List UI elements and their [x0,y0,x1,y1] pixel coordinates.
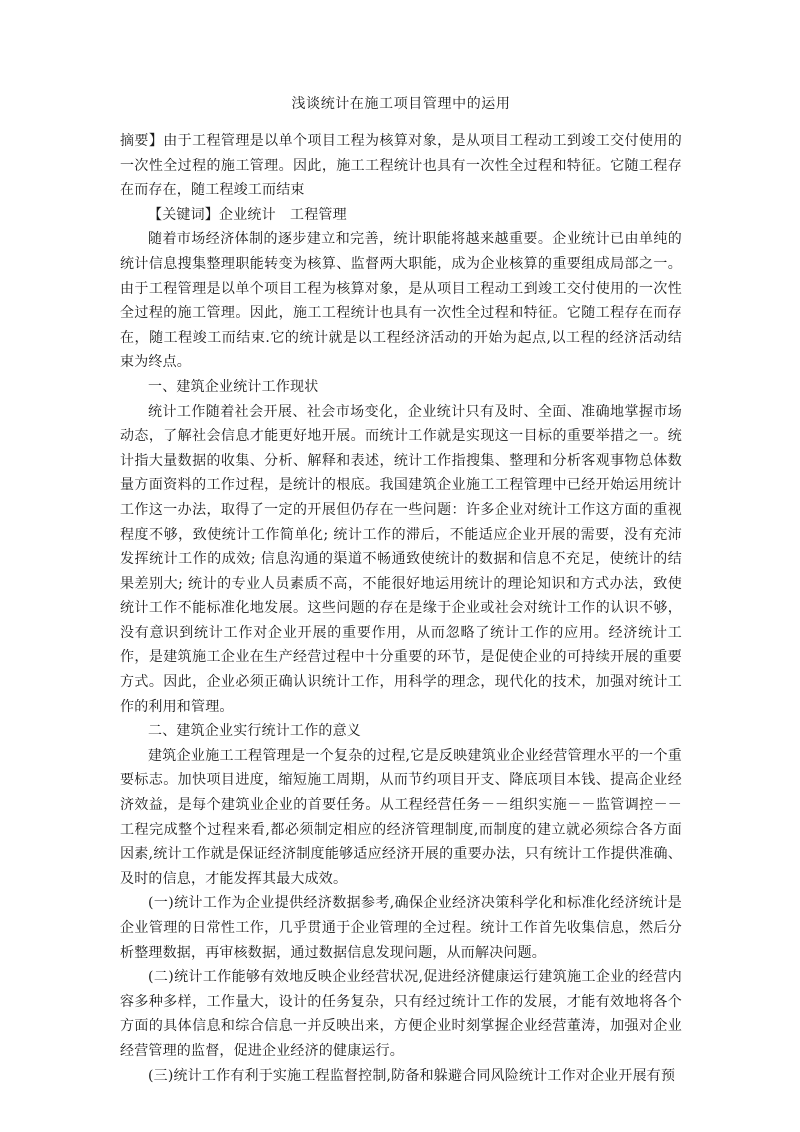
section-2-paragraph: 建筑企业施工工程管理是一个复杂的过程,它是反映建筑业企业经营管理水平的一个重要标志。加快项目进度，缩短施工周期，从而节约项目开支、降底项目本钱、提高企业经济效益，是每个建筑业企业的首要任务。从工程经营任务－－组织实施－－监管调控－－工程完成整个过程来看,都必须制定相应的经济管理制度,而制度的建立就必须综合各方面因素,统计工作就是保证经济制度能够适应经济开展的重要办法，只有统计工作提供准确、及时的信息，才能发挥其最大成效。 [120,747,682,887]
section-2-heading: 二、建筑企业实行统计工作的意义 [148,723,361,740]
keywords-line: 【关键词】企业统计 工程管理 [148,206,347,223]
point-2-paragraph: (二)统计工作能够有效地反映企业经营状况,促进经济健康运行建筑施工企业的经营内容多种多样，工作量大，设计的任务复杂，只有经过统计工作的发展，才能有效地将各个方面的具体信息和综合信息一并反映出来，方便企业时刻掌握企业经营董涛，加强对企业经营管理的监督，促进企业经济的健康运行。 [120,969,682,1059]
point-3-paragraph: (三)统计工作有利于实施工程监督控制,防备和躲避合同风险统计工作对企业开展有预 [148,1067,676,1084]
section-1-heading: 一、建筑企业统计工作现状 [148,378,319,395]
document-title: 浅谈统计在施工项目管理中的运用 [291,96,511,112]
point-1-paragraph: (一)统计工作为企业提供经济数据参考,确保企业经济决策科学化和标准化经济统计是企业管理的日常性工作，几乎贯通于企业管理的全过程。统计工作首先收集信息，然后分析整理数据，再审核数据，通过数据信息发现问题，从而解决问题。 [120,895,682,961]
section-1-paragraph: 统计工作随着社会开展、社会市场变化，企业统计只有及时、全面、准确地掌握市场动态，了解社会信息才能更好地开展。而统计工作就是实现这一目标的重要举措之一。统计指大量数据的收集、分析、解释和表述，统计工作指搜集、整理和分析客观事物总体数量方面资料的工作过程，是统计的根底。我国建筑企业施工工程管理中已经开始运用统计工作这一办法，取得了一定的开展但仍存在一些问题：许多企业对统计工作这方面的重视程度不够，致使统计工作简单化; 统计工作的滞后，不能适应企业开展的需要，没有充沛发挥统计工作的成效; 信息沟通的渠道不畅通致使统计的数据和信息不充足，使统计的结果差别大; 统计的专业人员素质不高，不能很好地运用统计的理论知识和方式办法，致使统计工作不能标准化地发展。这些问题的存在是缘于企业或社会对统计工作的认识不够，没有意识到统计工作对企业开展的重要作用，从而忽略了统计工作的应用。经济统计工作，是建筑施工企业在生产经营过程中十分重要的环节，是促使企业的可持续开展的重要方式。因此，企业必须正确认识统计工作，用科学的理念，现代化的技术，加强对统计工作的利用和管理。 [120,403,682,715]
abstract-paragraph: 摘要】由于工程管理是以单个项目工程为核算对象，是从项目工程动工到竣工交付使用的一次性全过程的施工管理。因此，施工工程统计也具有一次性全过程和特征。它随工程存在而存在，随工程竣工而结束 [120,133,682,199]
intro-paragraph: 随着市场经济体制的逐步建立和完善，统计职能将越来越重要。企业统计已由单纯的统计信息搜集整理职能转变为核算、监督两大职能，成为企业核算的重要组成局部之一。由于工程管理是以单个项目工程为核算对象，是从项目工程动工到竣工交付使用的一次性全过程的施工管理。因此，施工工程统计也具有一次性全过程和特征。它随工程存在而存在，随工程竣工而结束.它的统计就是以工程经济活动的开始为起点,以工程的经济活动结束为终点。 [120,231,682,371]
document-page [120,92,682,1088]
